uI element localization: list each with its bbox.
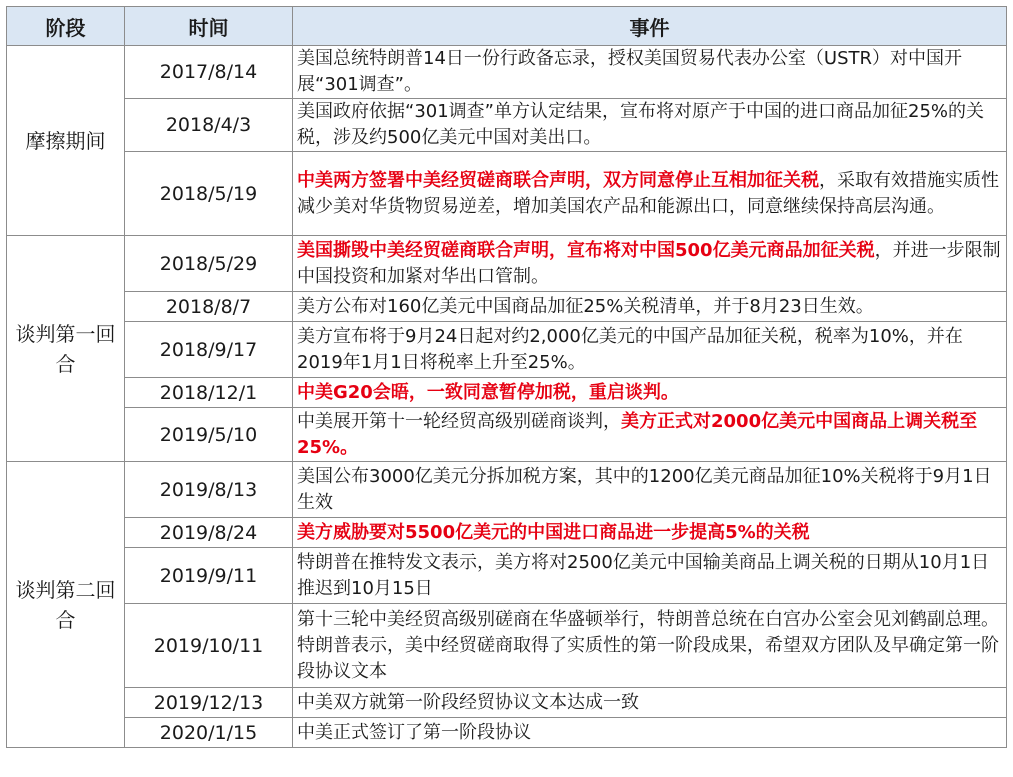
event-cell <box>293 718 1007 748</box>
event-cell <box>293 152 1007 236</box>
event-text-highlight: 中美G20会晤，一致同意暂停加税，重启谈判。 <box>297 381 679 403</box>
event-text: ，采取有效措施实质性减少美对华货物贸易逆差，增加美国农产品和能源出口，同意继续保持高层沟通。 <box>297 169 999 217</box>
table-row <box>7 152 1007 236</box>
date-cell: 2017/8/14 <box>125 46 293 99</box>
date-cell: 2018/12/1 <box>125 378 293 408</box>
table-row <box>7 718 1007 748</box>
event-text: 美国总统特朗普14日一份行政备忘录，授权美国贸易代表办公室（USTR）对中国开展“301调查”。 <box>297 48 963 95</box>
event-text: 特朗普在推特发文表示，美方将对2500亿美元中国输美商品上调关税的日期从10月1日推迟到10月15日 <box>297 551 990 599</box>
header-stage: 阶段 <box>7 7 125 46</box>
date-cell: 2019/9/11 <box>125 548 293 604</box>
date-cell: 2019/10/11 <box>125 604 293 688</box>
event-text: 美方公布对160亿美元中国商品加征25%关税清单，并于8月23日生效。 <box>297 295 874 317</box>
table-row <box>7 99 1007 152</box>
event-text-highlight: 美国撕毁中美经贸磋商联合声明，宣布将对中国500亿美元商品加征关税 <box>297 239 875 261</box>
table-row <box>7 292 1007 322</box>
date-cell: 2018/8/7 <box>125 292 293 322</box>
event-text-highlight: 中美两方签署中美经贸磋商联合声明，双方同意停止互相加征关税 <box>297 169 819 191</box>
date-cell: 2019/12/13 <box>125 688 293 718</box>
stage-cell: 谈判第二回合 <box>7 462 125 748</box>
event-text-highlight: 美方正式对2000亿美元中国商品上调关税至25%。 <box>297 410 978 458</box>
table-row <box>7 378 1007 408</box>
event-text: 中美正式签订了第一阶段协议 <box>297 721 531 743</box>
date-cell: 2019/5/10 <box>125 408 293 462</box>
date-cell: 2018/9/17 <box>125 322 293 378</box>
event-cell <box>293 99 1007 152</box>
event-cell <box>293 548 1007 604</box>
table-row <box>7 46 1007 99</box>
event-text: ，并进一步限制中国投资和加紧对华出口管制。 <box>297 239 1001 287</box>
event-text: 中美双方就第一阶段经贸协议文本达成一致 <box>297 691 639 713</box>
date-cell: 2019/8/13 <box>125 462 293 518</box>
event-cell <box>293 292 1007 322</box>
date-cell: 2018/5/29 <box>125 236 293 292</box>
event-cell <box>293 378 1007 408</box>
table-body <box>7 46 1007 748</box>
table-row <box>7 462 1007 518</box>
tariff-timeline-table <box>6 6 1007 748</box>
stage-cell: 摩擦期间 <box>7 46 125 236</box>
event-cell <box>293 462 1007 518</box>
date-cell: 2020/1/15 <box>125 718 293 748</box>
header-time: 时间 <box>125 7 293 46</box>
event-cell <box>293 688 1007 718</box>
table-row <box>7 518 1007 548</box>
date-cell: 2018/4/3 <box>125 99 293 152</box>
event-text: 第十三轮中美经贸高级别磋商在华盛顿举行，特朗普总统在白宫办公室会见刘鹤副总理。特朗普表示，美中经贸磋商取得了实质性的第一阶段成果，希望双方团队及早确定第一阶段协议文本 <box>297 608 999 682</box>
event-cell <box>293 46 1007 99</box>
header-event: 事件 <box>293 7 1007 46</box>
event-text-highlight: 美方威胁要对5500亿美元的中国进口商品进一步提高5%的关税 <box>297 521 810 543</box>
event-text: 美方宣布将于9月24日起对约2,000亿美元的中国产品加征关税，税率为10%，并在2019年1月1日将税率上升至25%。 <box>297 325 963 373</box>
event-text: 美国政府依据“301调查”单方认定结果，宣布将对原产于中国的进口商品加征25%的关税，涉及约500亿美元中国对美出口。 <box>297 101 985 148</box>
stage-cell: 谈判第一回合 <box>7 236 125 462</box>
table-row <box>7 322 1007 378</box>
event-cell <box>293 518 1007 548</box>
date-cell: 2018/5/19 <box>125 152 293 236</box>
event-cell <box>293 322 1007 378</box>
event-cell <box>293 408 1007 462</box>
table-row <box>7 548 1007 604</box>
event-text: 美国公布3000亿美元分拆加税方案，其中的1200亿美元商品加征10%关税将于9月1日生效 <box>297 465 992 513</box>
event-text: 中美展开第十一轮经贸高级别磋商谈判， <box>297 410 621 432</box>
event-cell <box>293 604 1007 688</box>
event-cell <box>293 236 1007 292</box>
tariff-timeline-table-container <box>6 6 1006 748</box>
table-row <box>7 604 1007 688</box>
table-row <box>7 236 1007 292</box>
header-row <box>7 7 1007 46</box>
table-row <box>7 408 1007 462</box>
table-row <box>7 688 1007 718</box>
date-cell: 2019/8/24 <box>125 518 293 548</box>
